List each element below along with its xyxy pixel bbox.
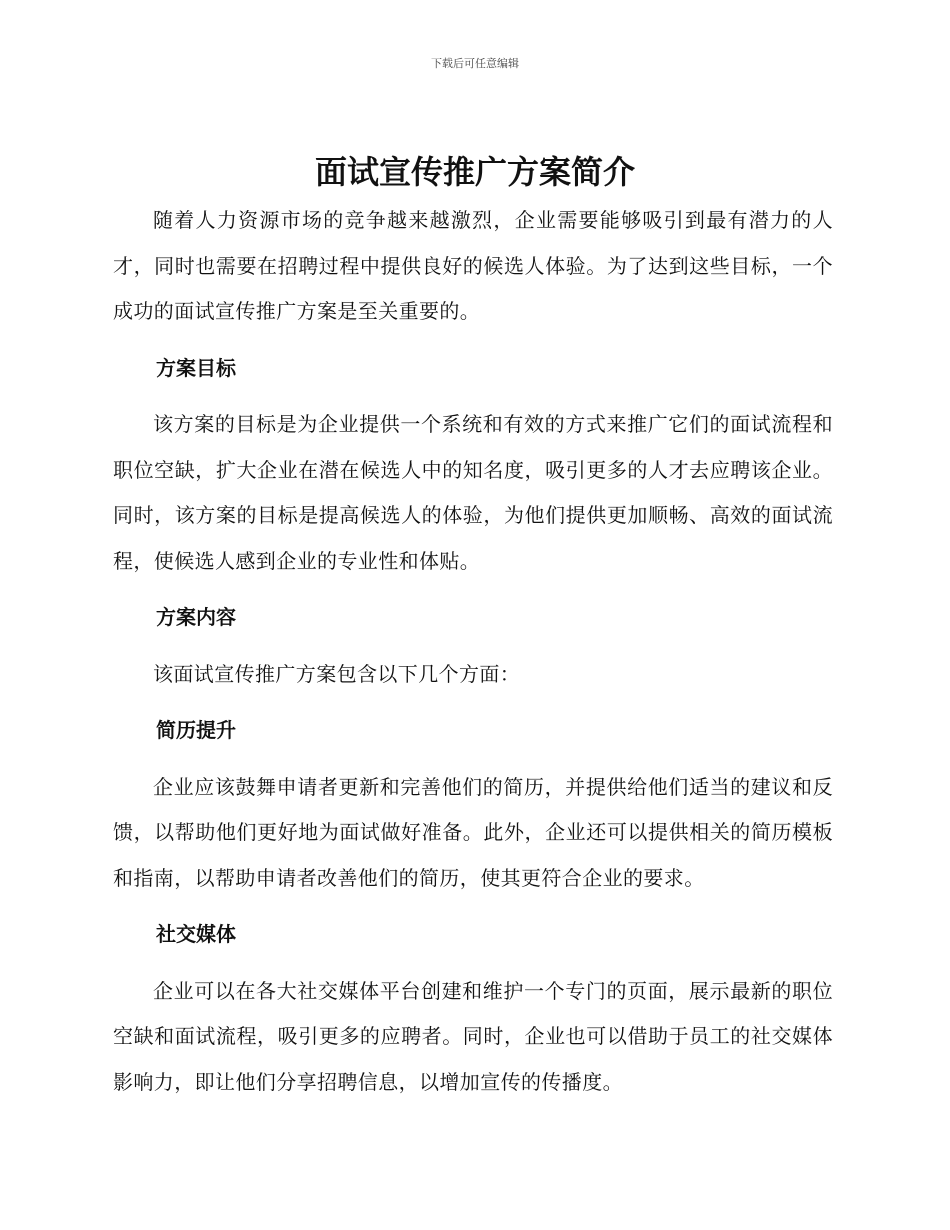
section-heading-goals: 方案目标 — [156, 355, 236, 380]
intro-paragraph: 随着人力资源市场的竞争越来越激烈，企业需要能够吸引到最有潜力的人才，同时也需要在招聘过程中提供良好的候选人体验。为了达到这些目标，一个成功的面试宣传推广方案是至关重要的。 — [113, 208, 833, 323]
section-heading-content: 方案内容 — [156, 605, 236, 629]
section-text-goals: 该方案的目标是为企业提供一个系统和有效的方式来推广它们的面试流程和职位空缺，扩大企业在潜在候选人中的知名度，吸引更多的人才去应聘该企业。同时，该方案的目标是提高候选人的体验，为他们提供更加顺畅、高效的面试流程，使候选人感到企业的专业性和体贴。 — [113, 412, 833, 573]
header-note: 下载后可任意编辑 — [431, 57, 519, 70]
section-heading-social-media: 社交媒体 — [156, 922, 236, 946]
section-text-content: 该面试宣传推广方案包含以下几个方面： — [153, 661, 521, 686]
section-heading-resume: 简历提升 — [156, 718, 236, 742]
document-body — [113, 198, 833, 1116]
section-text-social-media: 企业可以在各大社交媒体平台创建和维护一个专门的页面，展示最新的职位空缺和面试流程，吸引更多的应聘者。同时，企业也可以借助于员工的社交媒体影响力，即让他们分享招聘信息，以增加宣传的传播度。 — [113, 978, 833, 1094]
document-title: 面试宣传推广方案简介 — [314, 153, 635, 191]
section-text-resume: 企业应该鼓舞申请者更新和完善他们的简历，并提供给他们适当的建议和反馈，以帮助他们更好地为面试做好准备。此外，企业还可以提供相关的简历模板和指南，以帮助申请者改善他们的简历，使其更符合企业的要求。 — [113, 774, 833, 890]
